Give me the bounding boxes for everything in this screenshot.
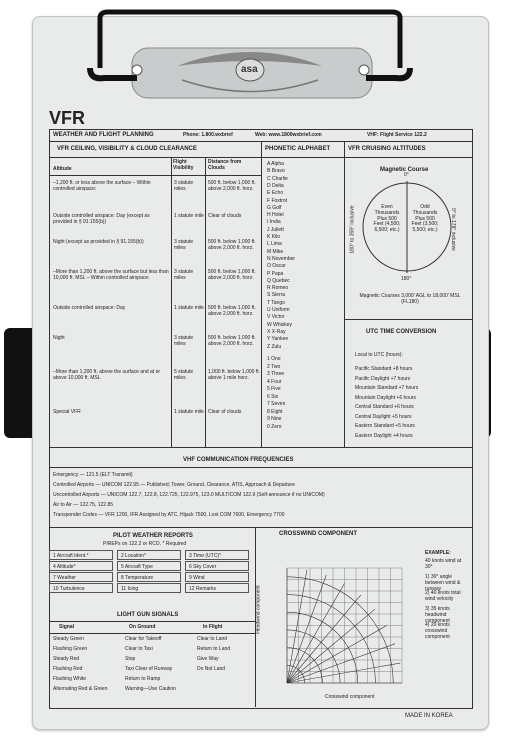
ceiling-row-visibility: 5 statute miles [174,369,194,381]
ceiling-row-altitude: –1,200 ft. or less above the surface – Within controlled airspace: [53,180,151,192]
pirep-cell: 2 Location* [117,550,181,560]
phonetic-letter: S Sierra [267,292,286,299]
kneeboard [32,16,489,730]
phonetic-letter: A Alpha [267,161,284,167]
lightgun-ground: Clear to Taxi [125,646,153,652]
pirep-cell: 8 Temperature [117,572,181,582]
cruising-note: Magnetic Courses 3,000' AGL to 18,000' MSL (FL180) [359,293,461,305]
divider [205,157,206,447]
phonetic-letter: K Kilo [267,234,281,240]
crosswind-example-line: 40 knots wind at 30° [425,558,462,570]
utc-row: Central Standard +6 hours [355,404,414,410]
pirep-cell: 12 Remarks [185,583,249,593]
lightgun-ground: Return to Ramp [125,676,161,682]
phonetic-number: 1 One [267,356,281,362]
phonetic-letter: X X-Ray [267,328,286,335]
phonetic-letter: W Whiskey [267,321,292,328]
cruising-subtitle: Magnetic Course [380,167,429,173]
divider [49,633,255,634]
lightgun-flight: Give Way [197,656,219,662]
ceiling-row-visibility: 3 statute miles [174,269,194,281]
page-title: VFR [49,108,85,128]
phonetic-letter: I India [267,219,281,226]
divider [49,527,473,528]
lightgun-ground: Taxi Clear of Runway [125,666,173,672]
divider [171,157,172,447]
crosswind-example-line: 3) 35 knots headwind component [425,606,450,624]
pirep-subtitle: PIREPs on 122.2 or RCO. * Required [103,541,187,547]
crosswind-title: CROSSWIND COMPONENT [279,531,357,537]
phonetic-letter: D Delta [267,182,284,189]
phonetic-letter: B Bravo [267,168,285,175]
phonetic-letter: H Hotel [267,212,284,219]
lightgun-signal: Flashing Red [53,666,83,672]
ceiling-row-distance: Clear of clouds [208,409,242,415]
pirep-cell: 5 Aircraft Type [117,561,181,571]
cruising-odd: Odd Thousands Plus 500 Feet (3,500; 5,500; etc.) [411,204,439,233]
utc-row: Pacific Daylight +7 hours [355,375,411,382]
phonetic-letter: R Romeo [267,285,289,292]
phonetic-letter: V Victor [267,314,285,321]
phonetic-letter: G Golf [267,204,282,211]
pirep-cell: 1 Aircraft Ident.* [49,550,113,560]
header-left: WEATHER AND FLIGHT PLANNING [53,132,154,138]
pirep-cell: 3 Time (UTC)* [185,550,249,560]
utc-row: Mountain Standard +7 hours [355,385,419,391]
phonetic-number: 9 Nine [267,416,282,422]
vhf-line: Transponder Codes — VFR 1200, IFR Assigned by ATC, Hijack 7500, Lost COM 7600, Emergency 7700 [53,512,285,518]
ceiling-row-distance: 500 ft. below 1,000 ft. above 2,000 ft. horz. [208,269,256,281]
phonetic-number: 3 Three [267,371,285,377]
ceiling-row-altitude: Night [53,335,65,341]
utc-row: Central Daylight +5 hours [355,413,412,420]
lightgun-signal: Flashing Green [53,646,88,652]
ceiling-row-distance: 500 ft. below 1,000 ft. above 2,000 ft. horz. [208,180,256,192]
utc-subtitle: Local to UTC (hours): [355,352,403,358]
lightgun-signal: Steady Green [53,636,84,642]
lightgun-col-flight: In Flight [203,624,223,630]
ceiling-row-visibility: 3 statute miles [174,239,194,251]
lightgun-col-signal: Signal [59,624,75,630]
phonetic-letter: J Juliett [267,226,284,233]
lightgun-ground: Clear for Takeoff [125,636,162,642]
ceiling-row-altitude: Special VFR [53,409,81,415]
pirep-cell: 6 Sky Cover [185,561,249,571]
pirep-cell: 4 Altitude* [49,561,113,571]
phonetic-number: 6 Six [267,393,279,400]
cruising-right-arc: 0° to 179° inclusive [449,208,456,251]
lightgun-ground: Stop [125,656,136,662]
phonetic-letter: E Echo [267,190,284,197]
pirep-cell: 7 Weather [49,572,113,582]
ceiling-row-visibility: 1 statute mile [174,305,204,311]
divider [49,447,473,448]
made-in: MADE IN KOREA [405,713,453,719]
utc-row: Eastern Daylight +4 hours [355,432,413,439]
ceiling-row-visibility: 1 statute mile [174,213,204,219]
ceiling-row-visibility: 1 statute mile [174,409,204,415]
divider [49,157,261,158]
phonetic-letter: N November [267,255,296,262]
phonetic-letter: O Oscar [267,263,286,270]
ceiling-row-altitude: Night (except as provided in § 91.155(b)) [53,239,144,245]
cruising-title: VFR CRUISING ALTITUDES [348,146,426,152]
phonetic-letter: Y Yankee [267,336,289,343]
vhf-line: Controlled Airports — UNICOM 122.95 — Published; Tower, Ground, Clearance, ATIS, Approach & Departure [53,482,295,488]
pirep-cell: 9 Wind [185,572,249,582]
crosswind-example-line: 2) 40 knots total wind velocity [425,590,461,602]
pirep-title: PILOT WEATHER REPORTS [113,533,193,539]
ceiling-row-distance: Clear of clouds [208,213,242,219]
col-altitude: Altitude [53,166,72,172]
phonetic-letter: P Papa [267,270,284,277]
phonetic-letter: U Uniform [267,307,290,313]
ceiling-row-distance: 500 ft. below 1,000 ft. above 2,000 ft. horz. [208,305,256,317]
phonetic-number: 0 Zero [267,423,282,430]
crosswind-ylabel: Headwind component [255,585,262,634]
vhf-line: Uncontrolled Airports — UNICOM 122.7, 122.8, 122.725, 122.975, 123.0 MULTICOM 122.9 (Self-announce if no UNICOM) [53,492,325,498]
compass-deg180: 180° [401,276,412,282]
utc-row: Mountain Daylight +6 hours [355,394,417,401]
lightgun-ground: Warning—Use Caution [125,686,176,692]
phonetic-number: 7 Seven [267,401,286,407]
divider [261,141,262,447]
phonetic-letter: C Charlie [267,175,288,182]
lightgun-signal: Alternating Red & Green [53,686,108,692]
header-phone: Phone: 1.800.wxbrief [183,132,233,138]
phonetic-letter: Q Quebec [267,277,290,284]
col-distance: Distance from Clouds [208,159,242,171]
phonetic-letter: L Lima [267,241,282,248]
lightgun-flight: Clear to Land [197,636,228,642]
utc-row: Pacific Standard +8 hours [355,366,413,372]
crosswind-example-line: 1) 30° angle between wind & runway [425,574,461,592]
ceiling-row-distance: 500 ft. below 1,000 ft. above 2,000 ft. horz. [208,239,256,251]
ceiling-row-altitude: Outside controlled airspace: Day (except as provided in § 91.155(b)) [53,213,150,225]
header-web: Web: www.1800wxbrief.com [255,132,322,138]
crosswind-chart [267,543,407,693]
ceiling-title: VFR CEILING, VISIBILITY & CLOUD CLEARANCE [57,146,197,152]
ceiling-row-altitude: Outside controlled airspace: Day [53,305,126,311]
phonetic-letter: F Foxtrot [267,197,288,204]
utc-title: UTC TIME CONVERSION [366,329,437,335]
ceiling-row-distance: 500 ft. below 1,000 ft. above 2,000 ft. horz. [208,335,256,347]
lightgun-flight: Do Not Land [197,666,226,672]
ceiling-row-visibility: 3 statute miles [174,180,194,192]
phonetic-letter: Z Zulu [267,343,282,350]
lightgun-title: LIGHT GUN SIGNALS [117,612,179,618]
divider [261,157,345,158]
ceiling-row-distance: 1,000 ft. below 1,000 ft. above 1 mile horz. [208,369,260,381]
divider [49,621,255,622]
compass-diagram [355,172,459,285]
phonetic-letter: M Mike [267,248,284,255]
divider [49,467,473,468]
utc-row: Eastern Standard +5 hours [355,423,415,429]
vhf-line: Emergency — 121.5 (ELT Transmit) [53,472,133,478]
phonetic-number: 4 Four [267,378,282,385]
divider [344,319,473,320]
ceiling-row-altitude: –More than 1,200 ft. above the surface and at or above 10,000 ft. MSL [53,369,161,381]
lightgun-signal: Flashing White [53,676,87,682]
phonetic-letter: T Tango [267,299,285,306]
phonetic-number: 2 Two [267,363,281,370]
brand-logo: asa [241,64,258,75]
ceiling-row-altitude: –More than 1,200 ft. above the surface but less than 10,000 ft. MSL – Within controlled airspace: [53,269,169,281]
divider [344,141,345,447]
phonetic-number: 5 Five [267,386,281,392]
divider [344,157,473,158]
ceiling-row-visibility: 3 statute miles [174,335,194,347]
vhf-line: Air to Air — 122.75, 122.85 [53,502,114,508]
phonetic-number: 8 Eight [267,408,283,415]
vhf-title: VHF COMMUNICATION FREQUENCIES [183,457,294,463]
compass-deg0: 0° [404,172,409,178]
crosswind-example-line: 4) 20 knots crosswind component [425,622,450,640]
lightgun-signal: Steady Red [53,656,80,662]
lightgun-col-ground: On Ground [129,624,156,630]
lightgun-flight: Return to Land [197,646,231,652]
col-visibility: Flight Visibility [173,159,194,171]
cruising-left-arc: 180° to 359° inclusive [349,205,356,254]
clipboard-clip [82,8,417,108]
crosswind-xlabel: Crosswind component [325,694,375,700]
pirep-cell: 11 Icing [117,583,181,593]
pirep-cell: 10 Turbulence [49,583,113,593]
header-vhf: VHF: Flight Service 122.2 [367,132,427,138]
cruising-even: Even Thousands Plus 500 Feet (4,500; 6,500; etc.) [373,204,401,233]
crosswind-example-title: EXAMPLE: [425,550,451,556]
phonetic-title: PHONETIC ALPHABET [265,146,331,152]
divider [49,175,261,176]
